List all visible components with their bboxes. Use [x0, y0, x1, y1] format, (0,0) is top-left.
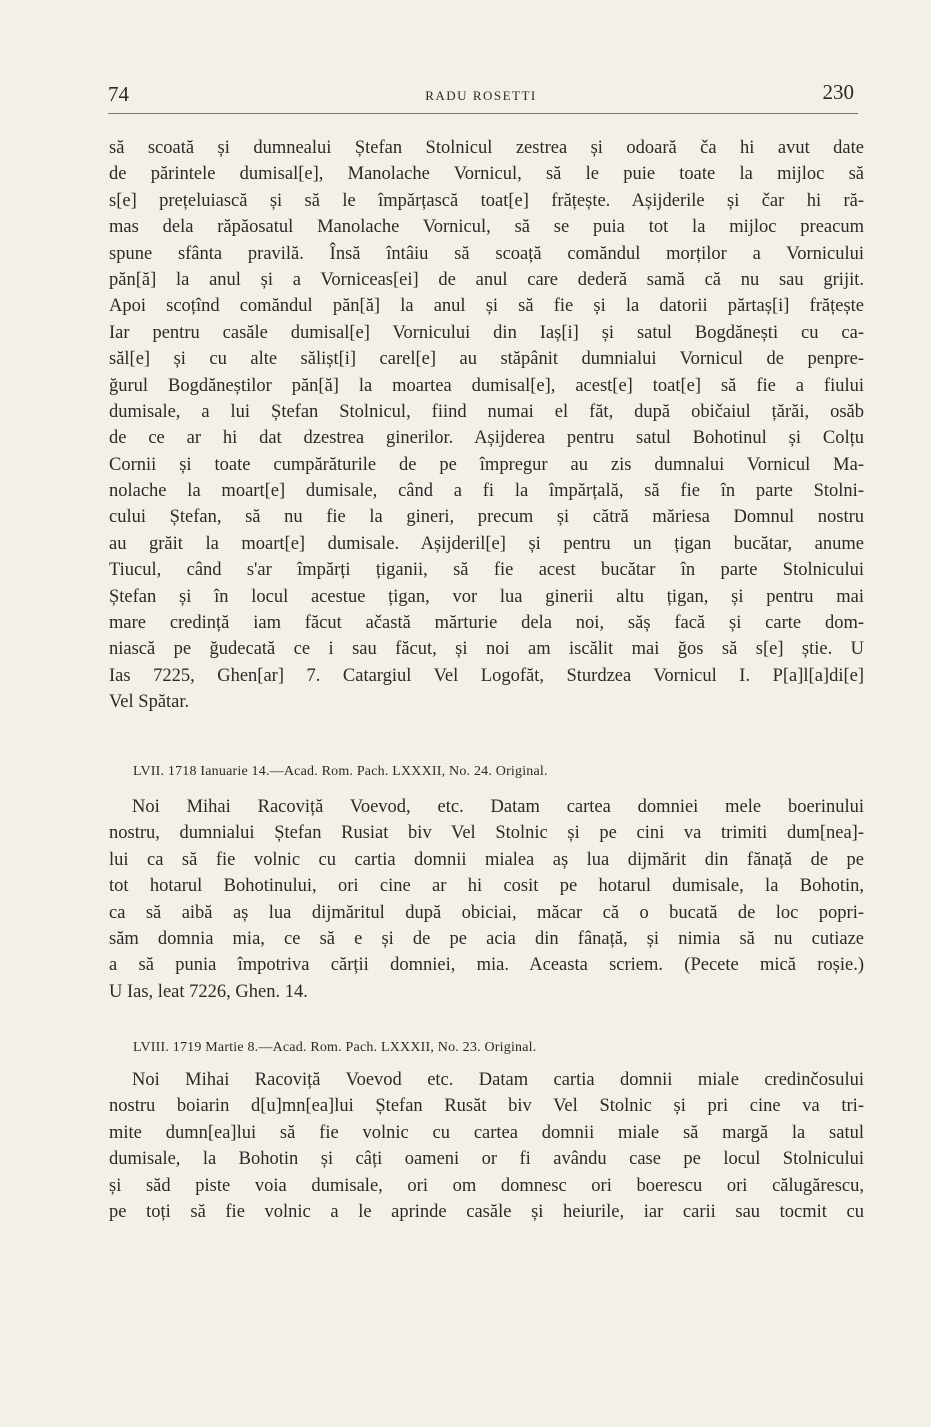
text-line: niască pe ğudecată ce i sau făcut, și noi am iscălit mai ğos să s[e] știe. U: [109, 639, 864, 660]
text-line: să scoată și dumnealui Ștefan Stolnicul zestrea și odoară ča hi avut date: [109, 138, 864, 158]
running-title: RADU ROSETTI: [425, 88, 537, 103]
text-line: Iar pentru casăle dumisal[e] Vornicului din Iaș[i] și satul Bogdănești cu ca-: [109, 322, 864, 343]
document-58-caption: LVIII. 1719 Martie 8.—Acad. Rom. Pach. LXXXII, No. 23. Original.: [133, 1040, 537, 1055]
page-number-left: 74: [108, 82, 129, 106]
text-line: de ce ar hi dat dzestrea ginerilor. Așijderea pentru satul Bohotinul și Colțu: [109, 428, 864, 449]
running-header: [108, 80, 854, 108]
text-line: dumisale, la Bohotin și câți oameni or fi avându case pe locul Stolnicului: [109, 1149, 864, 1170]
text-line: și săd piste voia dumisale, ori om domnesc ori boerescu ori călugărescu,: [109, 1175, 864, 1196]
text-line: s[e] prețeluiască și să le împărțască toat[e] frățește. Așijderile și čar hi ră-: [109, 190, 864, 211]
text-line: au grăit la moart[e] dumisale. Așijderil[e] și pentru un țigan bucătar, anume: [109, 533, 864, 554]
text-line: ca să aibă aș lua dijmăritul după obiciai, măcar că o bucată de loc popri-: [109, 902, 864, 923]
text-line: mas dela răpăosatul Manolache Vornicul, să se puia tot la mijloc preacum: [109, 217, 864, 238]
document-57-text: [109, 794, 864, 1005]
text-line: Apoi scoțînd comăndul păn[ă] la anul și să fie și la datorii părtaș[i] frățește: [109, 296, 864, 317]
text-line: a să punia împotriva cărții domniei, mia. Aceasta scriem. (Pecete mică roșie.): [109, 955, 864, 976]
text-line: pe toți să fie volnic a le aprinde casăle și heiurile, iar carii sau tocmit cu: [109, 1201, 864, 1222]
page-number-right: 230: [822, 80, 854, 104]
text-line: mite dumn[ea]lui să fie volnic cu cartea domnii miale să margă la satul: [109, 1122, 864, 1143]
text-line: Noi Mihai Racoviță Voevod etc. Datam cartia domnii miale credinčosului: [132, 1070, 864, 1090]
header-rule: [108, 113, 858, 114]
text-line: Ias 7225, Ghen[ar] 7. Catargiul Vel Logofăt, Sturdzea Vornicul I. P[a]l[a]di[e]: [109, 665, 864, 686]
text-line: cului Ștefan, să nu fie la gineri, precum și cătră măriesa Domnul nostru: [109, 507, 864, 528]
text-line: spune sfânta pravilă. Însă întâiu să scoață comăndul morților a Vornicului: [109, 243, 864, 264]
text-line: lui ca să fie volnic cu cartia domnii mialea aș lua dijmărit din fănață de pe: [109, 849, 864, 870]
text-line: păn[ă] la anul și a Vorniceas[ei] de anul care dederă samă că nu sau grijit.: [109, 269, 864, 290]
document-57-caption: LVII. 1718 Ianuarie 14.—Acad. Rom. Pach. LXXXII, No. 24. Original.: [133, 764, 548, 779]
text-line: Ștefan și în locul acestue țigan, vor lua ginerii altu țigan, și pentru mai: [109, 586, 864, 607]
text-line: Cornii și toate cumpărăturile de pe împregur au zis dumnalui Vornicul Ma-: [109, 454, 864, 475]
text-line: Noi Mihai Racoviță Voevod, etc. Datam cartea domniei mele boerinului: [132, 797, 864, 817]
text-line: ğurul Bogdăneștilor păn[ă] la moartea dumisal[e], acest[e] toat[e] să fie a fiului: [109, 375, 864, 396]
text-line: tot hotarul Bohotinului, ori cine ar hi cosit pe hotarul dumisale, la Bohotin,: [109, 876, 864, 897]
text-line: săm domnia mia, ce să e și de pe acia din fânață, și nimia să nu cutiaze: [109, 928, 864, 949]
text-line: săl[e] și cu alte sălișt[i] carel[e] au stăpânit dumnialui Vornicul de penpre-: [109, 349, 864, 370]
document-58-text: [109, 1067, 864, 1225]
text-line: mare credință iam făcut ačastă mărturie dela noi, săș facă și carte dom-: [109, 613, 864, 634]
text-line: Tiucul, când s'ar împărți țiganii, să fie acest bucătar în parte Stolnicului: [109, 560, 864, 581]
text-line: nostru boiarin d[u]mn[ea]lui Ștefan Rusăt biv Vel Stolnic și pri cine va tri-: [109, 1096, 864, 1117]
text-line: U Ias, leat 7226, Ghen. 14.: [109, 981, 308, 1002]
text-line: dumisale, a lui Ștefan Stolnicul, fiind numai el făt, după običaiul țărăi, osăb: [109, 401, 864, 422]
text-line: Vel Spătar.: [109, 692, 190, 713]
document-56-text: [109, 135, 864, 716]
text-line: nostru, dumnialui Ștefan Rusiat biv Vel Stolnic și pe cini va trimiti dum[nea]-: [109, 823, 864, 844]
text-line: nolache la moart[e] dumisale, când a fi la împărțală, să fie în parte Stolni-: [109, 481, 864, 502]
text-line: de părintele dumisal[e], Manolache Vornicul, să le puie toate la mijloc să: [109, 164, 864, 185]
